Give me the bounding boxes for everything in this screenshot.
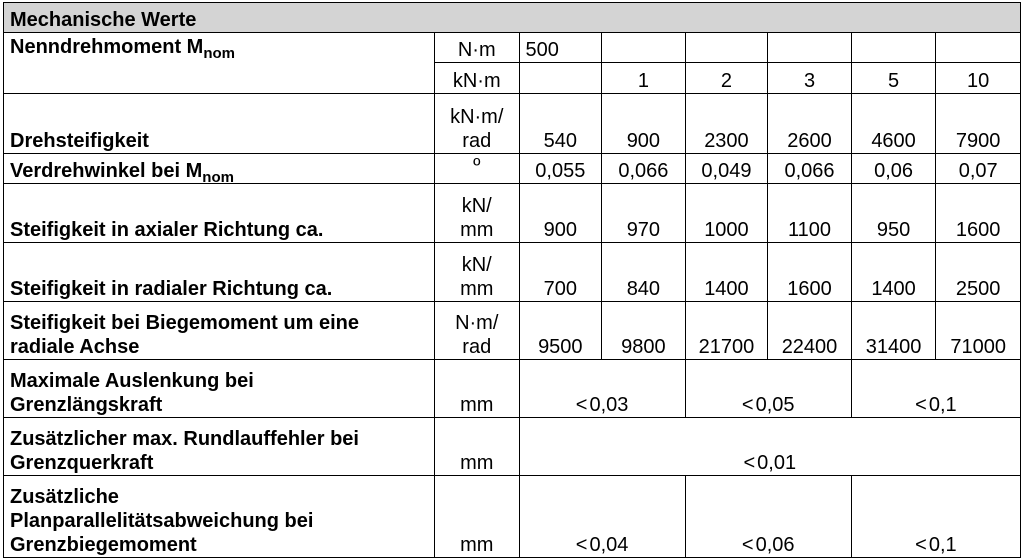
table-row — [4, 184, 1021, 243]
table-row — [4, 476, 1021, 558]
table-cell: 1400 — [851, 243, 936, 302]
table-cell: 970 — [602, 184, 686, 243]
unit-nm: N·m — [434, 33, 519, 63]
unit-planparallel: mm — [434, 476, 519, 558]
table-cell: < 0,1 — [851, 476, 1020, 558]
table-cell: 5 — [851, 63, 936, 94]
unit-drehsteifigkeit: kN·m/ rad — [434, 94, 519, 154]
table-cell: 2300 — [685, 94, 768, 154]
table-cell: < 0,01 — [519, 418, 1020, 476]
table-cell: 1000 — [685, 184, 768, 243]
unit-radial: kN/ mm — [434, 243, 519, 302]
unit-rundlauf: mm — [434, 418, 519, 476]
table-cell: < 0,04 — [519, 476, 685, 558]
table-cell: 0,07 — [936, 154, 1021, 184]
table-row — [4, 243, 1021, 302]
row-label-auslenkung: Maximale Auslenkung bei Grenzlängskraft — [4, 360, 435, 418]
table-row — [4, 418, 1021, 476]
table-header-row — [4, 3, 1021, 33]
row-label-biegemoment: Steifigkeit bei Biegemoment um eine radiale Achse — [4, 302, 435, 360]
table-cell: 1600 — [768, 243, 852, 302]
table-cell: 0,06 — [851, 154, 936, 184]
table-cell: 3 — [768, 63, 852, 94]
row-label-verdrehwinkel: Verdrehwinkel bei $M_{nom}$ — [4, 154, 435, 184]
table-cell: 21700 — [685, 302, 768, 360]
unit-knm: kN·m — [434, 63, 519, 94]
table-cell: 540 — [519, 94, 602, 154]
table-cell: 1 — [602, 63, 686, 94]
table-cell: 0,049 — [685, 154, 768, 184]
table-cell: 2600 — [768, 94, 852, 154]
table-row — [4, 302, 1021, 360]
table-title: Mechanische Werte — [4, 3, 1021, 33]
row-label-nenndrehmoment: Nenndrehmoment $M_{nom}$ — [4, 33, 435, 94]
table-cell: 840 — [602, 243, 686, 302]
table-cell: 900 — [602, 94, 686, 154]
table-cell: 1400 — [685, 243, 768, 302]
table-cell: < 0,05 — [685, 360, 851, 418]
row-label-drehsteifigkeit: Drehsteifigkeit — [4, 94, 435, 154]
row-label-planparallel: Zusätzliche Planparallelitätsabweichung bei Grenzbiegemoment — [4, 476, 435, 558]
unit-biegemoment: N·m/ rad — [434, 302, 519, 360]
table-cell: < 0,03 — [519, 360, 685, 418]
table-row — [4, 94, 1021, 154]
table-cell: 950 — [851, 184, 936, 243]
row-label-axial: Steifigkeit in axialer Richtung ca. — [4, 184, 435, 243]
table-row — [4, 360, 1021, 418]
table-cell: 22400 — [768, 302, 852, 360]
unit-auslenkung: mm — [434, 360, 519, 418]
table-cell: 1600 — [936, 184, 1021, 243]
table-cell: 0,055 — [519, 154, 602, 184]
table-cell: 2 — [685, 63, 768, 94]
unit-axial: kN/ mm — [434, 184, 519, 243]
value-nm: 500 — [519, 33, 602, 63]
table-cell: 2500 — [936, 243, 1021, 302]
table-cell: < 0,1 — [851, 360, 1020, 418]
row-label-rundlauf: Zusätzlicher max. Rundlauffehler bei Grenzquerkraft — [4, 418, 435, 476]
table-cell: 31400 — [851, 302, 936, 360]
table-cell: 0,066 — [768, 154, 852, 184]
table-row — [4, 154, 1021, 184]
unit-verdrehwinkel: º — [434, 154, 519, 184]
table-cell: 7900 — [936, 94, 1021, 154]
table-cell: 71000 — [936, 302, 1021, 360]
table-cell: < 0,06 — [685, 476, 851, 558]
table-row — [4, 33, 1021, 63]
table-cell: 9800 — [602, 302, 686, 360]
table-cell: 9500 — [519, 302, 602, 360]
table-cell: 700 — [519, 243, 602, 302]
table-cell: 10 — [936, 63, 1021, 94]
row-label-radial: Steifigkeit in radialer Richtung ca. — [4, 243, 435, 302]
table-cell: 0,066 — [602, 154, 686, 184]
table-cell: 900 — [519, 184, 602, 243]
mechanical-values-table — [3, 2, 1021, 558]
table-cell: 1100 — [768, 184, 852, 243]
table-cell: 4600 — [851, 94, 936, 154]
